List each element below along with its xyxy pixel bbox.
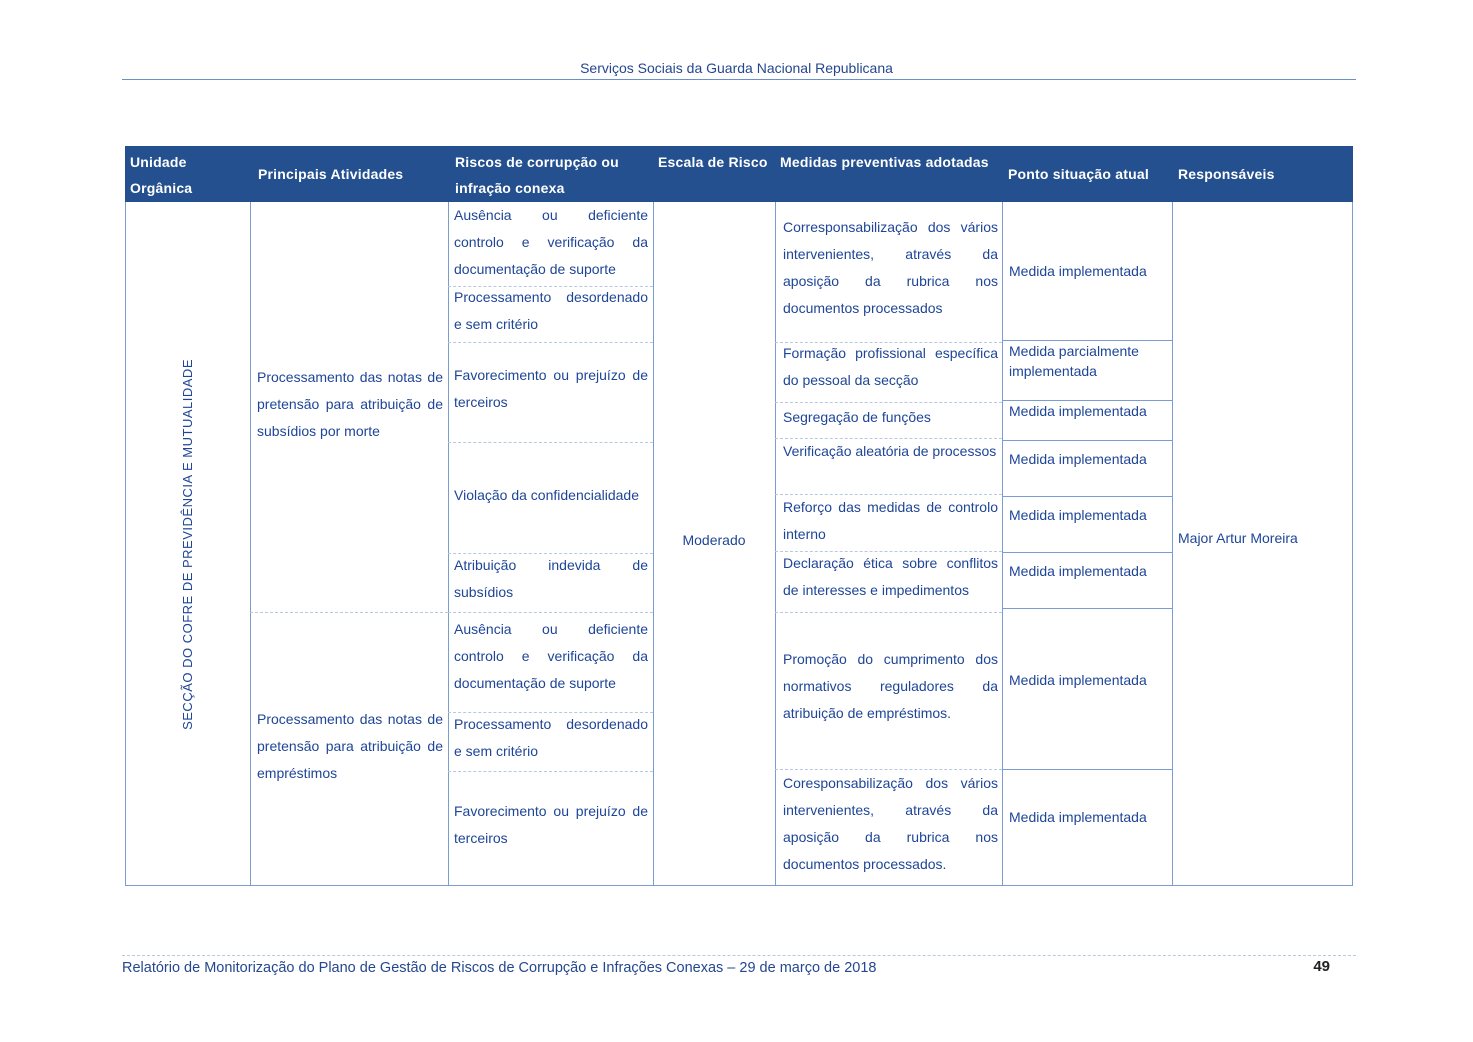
- ponto-cell: Medida implementada: [1009, 809, 1147, 825]
- border: [448, 442, 653, 443]
- ponto-cell: Medida implementada: [1009, 263, 1147, 279]
- medida-cell: Coresponsabilização dos vários intervenientes, através da aposição da rubrica nos documentos processados.: [783, 775, 998, 872]
- unidade-cell: [125, 202, 249, 886]
- border: [1002, 552, 1172, 553]
- ponto-cell: Medida implementada: [1009, 672, 1147, 688]
- medida-cell: Segregação de funções: [783, 409, 931, 425]
- border: [448, 612, 653, 613]
- medida-cell: Verificação aleatória de processos: [783, 443, 997, 459]
- risco-cell: Processamento desordenado e sem critério: [454, 289, 648, 332]
- header-medidas: Medidas preventivas adotadas: [775, 146, 1003, 202]
- risco-cell: Ausência ou deficiente controlo e verificação da documentação de suporte: [454, 621, 648, 691]
- risco-cell: Violação da confidencialidade: [454, 487, 639, 503]
- border: [448, 342, 653, 343]
- medida-cell: Corresponsabilização dos vários intervenientes, através da aposição da rubrica nos documentos processados: [783, 219, 998, 316]
- ponto-cell: Medida implementada: [1009, 403, 1147, 419]
- border: [448, 202, 449, 886]
- header-unidade: Unidade Orgânica: [125, 146, 250, 202]
- medida-cell: Formação profissional específica do pessoal da secção: [783, 345, 998, 388]
- header-ponto: Ponto situação atual: [1003, 146, 1173, 202]
- escala-cell: Moderado: [682, 532, 746, 548]
- risco-cell: Favorecimento ou prejuízo de terceiros: [454, 803, 648, 846]
- header-responsaveis: Responsáveis: [1173, 146, 1353, 202]
- atividade-cell: Processamento das notas de pretensão para atribuição de subsídios por morte: [257, 369, 443, 439]
- page-number: 49: [1313, 958, 1330, 975]
- border: [1002, 202, 1003, 886]
- risco-cell: Atribuição indevida de subsídios: [454, 557, 648, 600]
- risco-cell: Ausência ou deficiente controlo e verificação da documentação de suporte: [454, 207, 648, 277]
- medida-cell: Promoção do cumprimento dos normativos reguladores da atribuição de empréstimos.: [783, 651, 998, 721]
- ponto-cell: Medida implementada: [1009, 451, 1147, 467]
- border: [1172, 202, 1173, 886]
- border: [250, 612, 448, 613]
- border: [448, 771, 653, 772]
- border: [1352, 202, 1353, 886]
- medida-cell: Declaração ética sobre conflitos de interesses e impedimentos: [783, 555, 998, 598]
- border: [1002, 769, 1172, 770]
- page-header: Serviços Sociais da Guarda Nacional Republicana: [580, 60, 893, 76]
- responsavel-cell: Major Artur Moreira: [1178, 530, 1298, 546]
- footer-divider: [122, 955, 1356, 956]
- medida-cell: Reforço das medidas de controlo interno: [783, 499, 998, 542]
- ponto-cell: Medida implementada: [1009, 507, 1147, 523]
- border: [775, 202, 776, 886]
- header-riscos: Riscos de corrupção ou infração conexa: [450, 146, 653, 202]
- border: [125, 885, 1353, 886]
- border: [1002, 496, 1172, 497]
- header-divider: [122, 79, 1356, 80]
- risk-table: [125, 146, 1353, 886]
- ponto-cell: Medida implementada: [1009, 563, 1147, 579]
- ponto-cell: Medida parcialmente implementada: [1009, 343, 1139, 379]
- risco-cell: Processamento desordenado e sem critério: [454, 716, 648, 759]
- atividade-cell: Processamento das notas de pretensão para atribuição de empréstimos: [257, 711, 443, 781]
- header-atividades: Principais Atividades: [250, 146, 450, 202]
- page-footer: Relatório de Monitorização do Plano de Gestão de Riscos de Corrupção e Infrações Conexas – 29 de março de 2018: [122, 960, 877, 976]
- header-escala: Escala de Risco: [653, 146, 775, 202]
- border: [250, 202, 251, 886]
- risco-cell: Favorecimento ou prejuízo de terceiros: [454, 367, 648, 410]
- border: [1002, 440, 1172, 441]
- border: [775, 402, 1002, 403]
- unidade-label: SECÇÃO DO COFRE DE PREVIDÊNCIA E MUTUALIDADE: [179, 358, 195, 730]
- border: [1002, 608, 1172, 609]
- border: [775, 612, 1002, 613]
